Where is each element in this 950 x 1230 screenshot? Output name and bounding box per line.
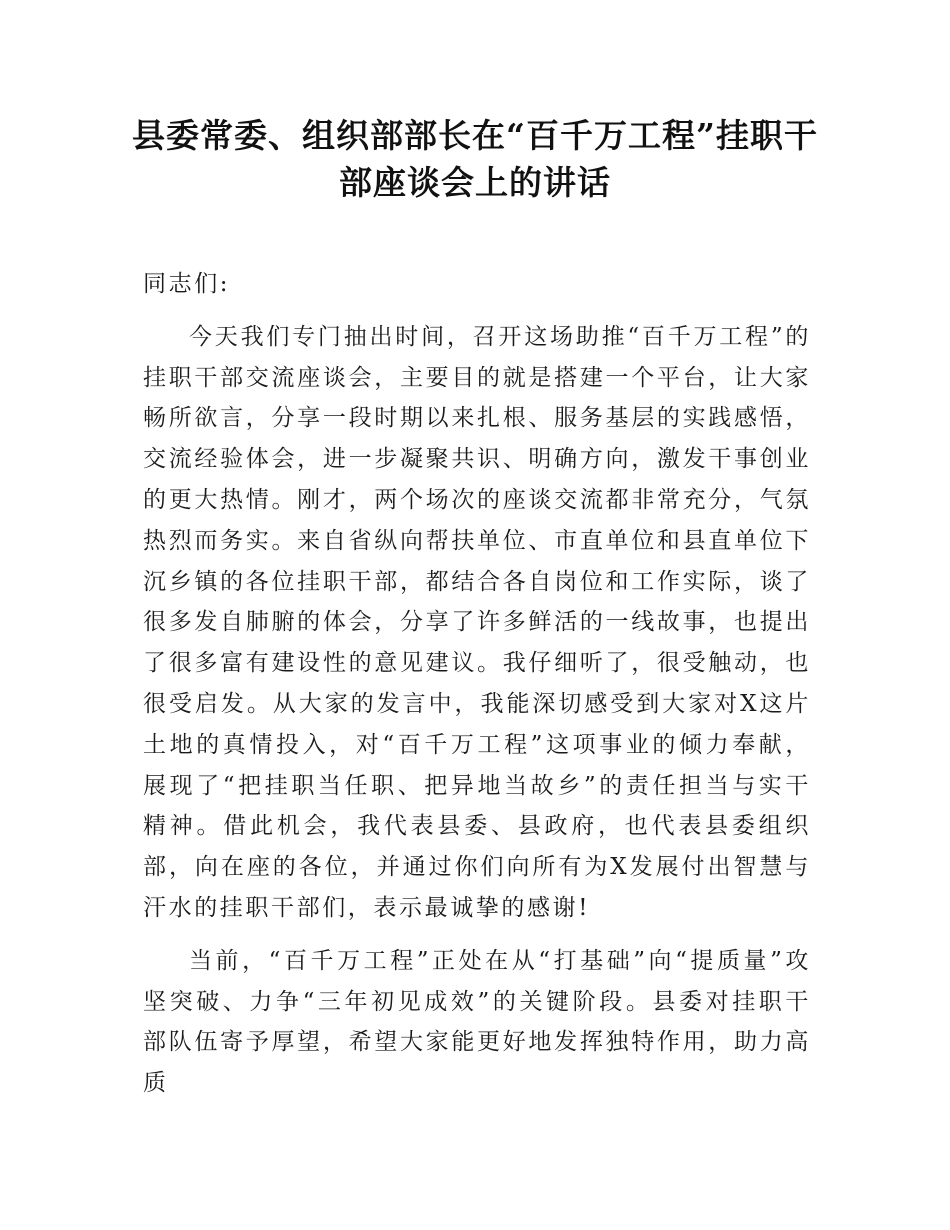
body-paragraph-1: 今天我们专门抽出时间，召开这场助推“百千万工程”的挂职干部交流座谈会，主要目的就是搭建一个平台，让大家畅所欲言，分享一段时期以来扎根、服务基层的实践感悟，交流经验体会，进一步凝聚共识、明确方向，激发干事创业的更大热情。刚才，两个场次的座谈交流都非常充分，气氛热烈而务实。来自省纵向帮扶单位、市直单位和县直单位下沉乡镇的各位挂职干部，都结合各自岗位和工作实际，谈了很多发自肺腑的体会，分享了许多鲜活的一线故事，也提出了很多富有建设性的意见建议。我仔细听了，很受触动，也很受启发。从大家的发言中，我能深切感受到大家对X这片土地的真情投入，对“百千万工程”这项事业的倾力奉献，展现了“把挂职当任职、把异地当故乡”的责任担当与实干精神。借此机会，我代表县委、县政府，也代表县委组织部，向在座的各位，并通过你们向所有为X发展付出智慧与汗水的挂职干部们，表示最诚挚的感谢! — [143, 323, 811, 921]
document-body — [143, 264, 811, 1116]
salutation: 同志们: — [143, 271, 231, 297]
document-title: 县委常委、组织部部长在“百千万工程”挂职干部座谈会上的讲话 — [132, 116, 818, 202]
body-paragraph-2: 当前，“百千万工程”正处在从“打基础”向“提质量”攻坚突破、力争“三年初见成效”的关键阶段。县委对挂职干部队伍寄予厚望，希望大家能更好地发挥独特作用，助力高质 — [143, 947, 811, 1097]
